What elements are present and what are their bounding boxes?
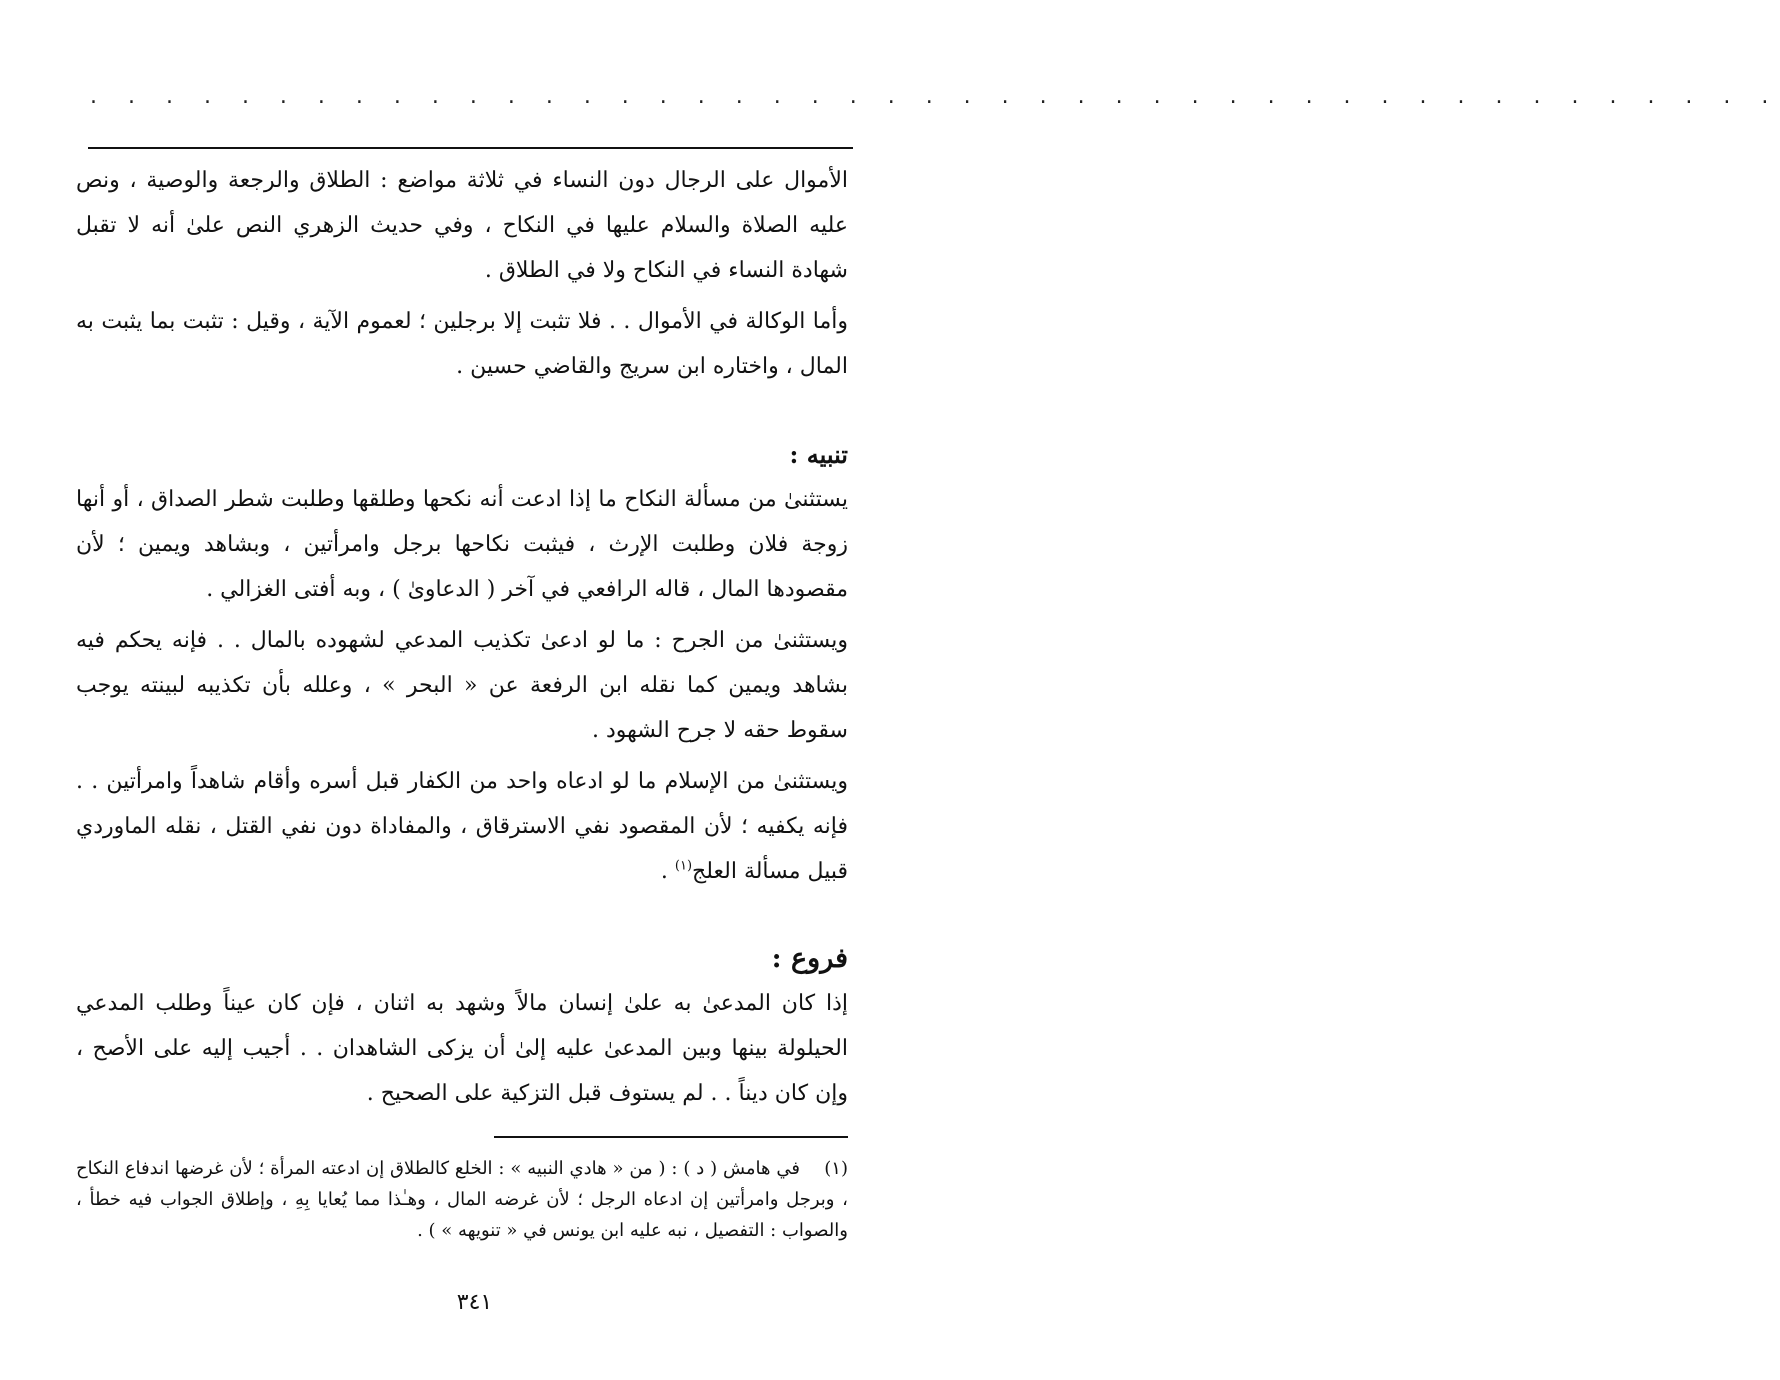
footnote xyxy=(76,1153,848,1246)
footnote-number: (١) xyxy=(824,1158,848,1179)
paragraph-3: يستثنىٰ من مسألة النكاح ما إذا ادعت أنه نكحها وطلقها وطلبت شطر الصداق ، أو أنها زوجة فلان وطلبت الإرث ، فيثبت نكاحها برجل وامرأتين ، وبشاهد ويمين ؛ لأن مقصودها المال ، قاله الرافعي في آخر ( الدعاوىٰ ) ، وبه أفتى الغزالي . xyxy=(76,487,848,602)
footnote-body xyxy=(76,1153,848,1246)
paragraph-5 xyxy=(76,759,848,894)
paragraph-5-end: . xyxy=(660,859,675,884)
paragraph-5-text: ويستثنىٰ من الإسلام ما لو ادعاه واحد من الكفار قبل أسره وأقام شاهداً وامرأتين . . فإنه يكفيه ؛ لأن المقصود نفي الاسترقاق ، والمفاداة دون نفي القتل ، نقله الماوردي قبيل مسألة العلج xyxy=(76,769,848,884)
page-number: ٣٤١ xyxy=(456,1290,493,1315)
paragraph-2: وأما الوكالة في الأموال . . فلا تثبت إلا برجلين ؛ لعموم الآية ، وقيل : تثبت بما يثبت به المال ، واختاره ابن سريج والقاضي حسين . xyxy=(76,309,848,379)
footnote-rule xyxy=(494,1136,848,1138)
main-text xyxy=(76,158,848,1116)
footnote-text: في هامش ( د ) : ( من « هادي النبيه » : الخلع كالطلاق إن ادعته المرأة ؛ لأن غرضها اندفاع النكاح ، وبرجل وامرأتين إن ادعاه الرجل ؛ لأن غرضه المال ، وهـٰذا مما يُعايا بِهِ ، وإطلاق الجواب فيه خطأ ، والصواب : التفصيل ، نبه عليه ابن يونس في « تنويهه » ) . xyxy=(76,1158,848,1241)
paragraph-1: الأموال على الرجال دون النساء في ثلاثة مواضع : الطلاق والرجعة والوصية ، ونص عليه الصلاة والسلام عليها في النكاح ، وفي حديث الزهري النص علىٰ أنه لا تقبل شهادة النساء في النكاح ولا في الطلاق . xyxy=(76,168,848,283)
heading-tanbih: تنبيه : xyxy=(789,440,848,469)
heading-furu: فروع : xyxy=(771,943,848,974)
paragraph-6: إذا كان المدعىٰ به علىٰ إنسان مالاً وشهد به اثنان ، فإن كان عيناً وطلب المدعي الحيلولة بينها وبين المدعىٰ عليه إلىٰ أن يزكى الشاهدان . . أجيب إليه على الأصح ، وإن كان ديناً . . لم يستوف قبل التزكية على الصحيح . xyxy=(76,991,848,1106)
footnote-reference[interactable]: (١) xyxy=(674,858,693,874)
header-dotted-line: . . . . . . . . . . . . . . . . . . . . . . . . . . . . . . . . . . . . . . . . . . . . . xyxy=(90,84,1780,109)
header-rule xyxy=(88,147,853,149)
paragraph-4: ويستثنىٰ من الجرح : ما لو ادعىٰ تكذيب المدعي لشهوده بالمال . . فإنه يحكم فيه بشاهد ويمين كما نقله ابن الرفعة عن « البحر » ، وعلله بأن تكذيبه لبينته يوجب سقوط حقه لا جرح الشهود . xyxy=(76,628,848,743)
